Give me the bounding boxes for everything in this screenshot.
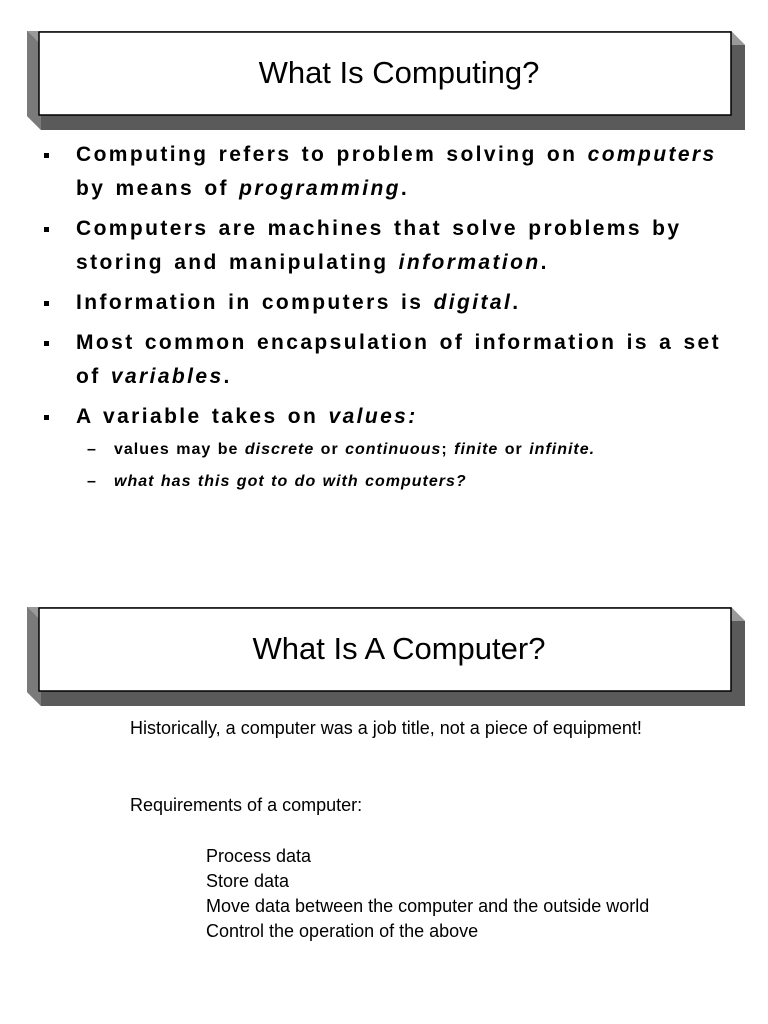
bullet-item	[40, 326, 740, 394]
sub-bullet-list	[76, 434, 740, 498]
bullet-square-icon	[44, 301, 49, 306]
bullet-square-icon	[44, 341, 49, 346]
bullet-text: Most common encapsulation of information is a set of	[76, 331, 721, 388]
bullet-square-icon	[44, 227, 49, 232]
requirement-item	[206, 894, 686, 919]
requirement-item: Control the operation of the above	[206, 921, 479, 941]
bullet-list	[40, 138, 740, 504]
bullet-text: Information in computers is	[76, 291, 434, 314]
bullet-item	[40, 286, 740, 320]
title-banner	[27, 607, 745, 706]
emphasis-text: discrete	[244, 441, 315, 458]
bullet-square-icon	[44, 415, 49, 420]
title-banner	[27, 31, 745, 130]
bullet-text: Computing refers to problem solving on	[76, 143, 588, 166]
emphasis-text: programming	[239, 177, 401, 200]
requirement-item: Store data	[206, 871, 290, 891]
dash-icon: –	[87, 473, 97, 490]
dash-icon: –	[87, 441, 97, 458]
intro-text: Historically, a computer was a job title, not a piece of equipment!	[130, 718, 642, 738]
bullet-text: Computers are machines that solve problems by storing and manipulating	[76, 217, 682, 274]
slide-title: What Is Computing?	[258, 55, 540, 90]
bullet-text: .	[540, 251, 549, 274]
bullet-item	[40, 212, 740, 280]
sub-bullet-item	[76, 434, 740, 466]
requirements-heading: Requirements of a computer:	[130, 795, 363, 815]
requirements-list	[206, 844, 706, 944]
sub-bullet-text: ;	[441, 441, 455, 458]
bullet-item	[40, 400, 740, 498]
sub-bullet-text: values may be	[114, 441, 245, 458]
emphasis-text: continuous	[345, 441, 442, 458]
bullet-text: by means of	[76, 177, 240, 200]
bullet-text: .	[223, 365, 232, 388]
emphasis-text: information	[398, 251, 541, 274]
bullet-item	[40, 138, 740, 206]
requirement-item: Process data	[206, 846, 312, 866]
emphasis-text: finite	[454, 441, 499, 458]
slide-title: What Is A Computer?	[252, 631, 546, 666]
emphasis-text: values:	[328, 405, 418, 428]
sub-bullet-text: or	[314, 441, 346, 458]
bullet-text: .	[400, 177, 410, 200]
sub-bullet-text: or	[498, 441, 530, 458]
bullet-text: .	[512, 291, 521, 314]
emphasis-text: infinite.	[529, 441, 596, 458]
emphasis-text: digital	[433, 291, 513, 314]
requirement-text: Move data between the computer and the outside world	[206, 896, 650, 916]
emphasis-text: computers	[587, 143, 717, 166]
sub-bullet-item	[76, 466, 740, 498]
emphasis-text: what has this got to do with computers?	[114, 473, 467, 490]
bullet-square-icon	[44, 153, 49, 158]
bullet-text: A variable takes on	[76, 405, 329, 428]
emphasis-text: variables	[110, 365, 224, 388]
